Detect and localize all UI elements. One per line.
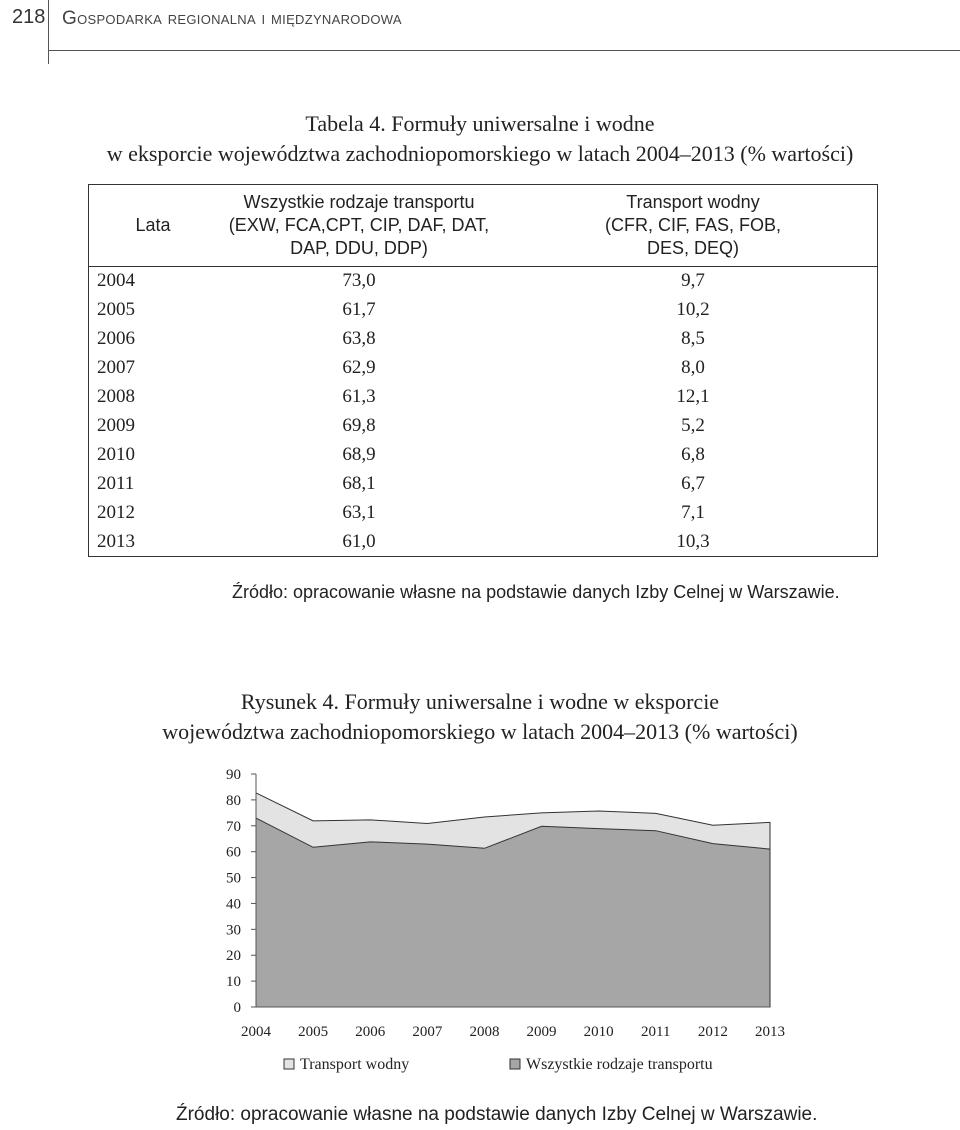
- cell-all-transport: 61,7: [342, 299, 376, 320]
- x-tick-label: 2009: [526, 1024, 557, 1040]
- y-tick-label: 0: [233, 1000, 241, 1016]
- cell-all-transport: 62,9: [342, 357, 376, 378]
- legend-label: Wszystkie rodzaje transportu: [526, 1056, 713, 1073]
- area-chart: [0, 760, 960, 1090]
- series-area-wszystkie-rodzaje: [256, 818, 770, 1007]
- legend-label: Transport wodny: [300, 1056, 410, 1073]
- figure-caption-line2: województwa zachodniopomorskiego w latach 2004–2013 (% wartości): [162, 719, 798, 744]
- cell-water-transport: 6,7: [681, 473, 705, 494]
- header-all-line2: (EXW, FCA,CPT, CIP, DAF, DAT,: [228, 215, 490, 235]
- cell-water-transport: 9,7: [681, 270, 705, 292]
- table-row: [89, 296, 878, 325]
- cell-year: 2004: [97, 270, 135, 292]
- cell-year: 2006: [97, 328, 135, 349]
- y-tick-label: 80: [226, 792, 241, 809]
- cell-all-transport: 63,1: [342, 502, 376, 523]
- table-row: [89, 354, 878, 383]
- y-tick-label: 40: [226, 896, 241, 913]
- cell-water-transport: 6,8: [681, 444, 705, 465]
- x-tick-label: 2006: [355, 1024, 386, 1040]
- header-all-transport: [209, 185, 509, 267]
- x-tick-label: 2011: [641, 1024, 671, 1040]
- cell-all-transport: 61,3: [342, 386, 376, 407]
- y-tick-label: 90: [226, 767, 241, 783]
- legend-swatch: [284, 1059, 294, 1069]
- cell-all-transport: 63,8: [342, 328, 376, 349]
- cell-all-transport: 68,9: [342, 444, 376, 465]
- table-row: [89, 528, 878, 557]
- header-all-line1: Wszystkie rodzaje transportu: [243, 192, 475, 212]
- y-tick-label: 30: [226, 922, 241, 939]
- cell-all-transport: 73,0: [342, 270, 376, 292]
- cell-year: 2005: [97, 299, 135, 320]
- cell-all-transport: 68,1: [342, 473, 376, 494]
- cell-water-transport: 8,5: [681, 328, 705, 349]
- x-tick-label: 2013: [755, 1024, 785, 1040]
- header-water-line3: DES, DEQ): [646, 238, 739, 258]
- y-tick-label: 50: [226, 870, 241, 887]
- cell-water-transport: 7,1: [681, 502, 705, 523]
- cell-all-transport: 61,0: [342, 530, 376, 552]
- cell-year: 2011: [97, 473, 135, 494]
- table-caption-line1: Tabela 4. Formuły uniwersalne i wodne: [305, 111, 655, 136]
- table-caption-line2: w eksporcie województwa zachodniopomorskiego w latach 2004–2013 (% wartości): [106, 141, 854, 166]
- page-header: [0, 0, 960, 66]
- header-water-line1: Transport wodny: [626, 192, 760, 212]
- x-tick-label: 2008: [469, 1024, 500, 1040]
- header-divider-horizontal: [48, 50, 960, 51]
- y-tick-label: 10: [226, 974, 241, 991]
- table-row: [89, 383, 878, 412]
- legend-swatch: [510, 1059, 520, 1069]
- cell-year: 2012: [97, 502, 135, 523]
- figure-source: Źródło: opracowanie własne na podstawie danych Izby Celnej w Warszawie.: [176, 1104, 818, 1125]
- cell-all-transport: 69,8: [342, 415, 376, 436]
- header-year: Lata: [135, 215, 171, 235]
- cell-water-transport: 10,3: [676, 530, 710, 552]
- header-water-transport: [509, 185, 878, 267]
- y-tick-label: 20: [226, 948, 241, 965]
- chart: [0, 760, 960, 1090]
- y-tick-label: 70: [226, 818, 241, 835]
- x-tick-label: 2004: [241, 1024, 271, 1040]
- figure-caption-line1: Rysunek 4. Formuły uniwersalne i wodne w eksporcie: [240, 689, 720, 714]
- table-row: [89, 267, 878, 296]
- header-divider-vertical: [48, 0, 49, 64]
- cell-year: 2007: [97, 357, 135, 378]
- header-all-line3: DAP, DDU, DDP): [290, 238, 428, 258]
- cell-water-transport: 10,2: [676, 299, 710, 320]
- x-tick-label: 2005: [298, 1024, 329, 1040]
- x-tick-label: 2012: [697, 1024, 728, 1040]
- cell-year: 2013: [97, 530, 135, 552]
- table-row: [89, 325, 878, 354]
- page-number: 218: [12, 6, 46, 28]
- table-row: [89, 412, 878, 441]
- table-row: [89, 441, 878, 470]
- running-head: Gospodarka regionalna i międzynarodowa: [62, 8, 402, 29]
- cell-year: 2008: [97, 386, 135, 407]
- table-header-row: [89, 185, 878, 267]
- table-row: [89, 470, 878, 499]
- cell-water-transport: 12,1: [676, 386, 710, 407]
- y-tick-label: 60: [226, 844, 241, 861]
- table-body: [89, 267, 878, 557]
- x-tick-label: 2010: [583, 1024, 614, 1040]
- table-source: Źródło: opracowanie własne na podstawie danych Izby Celnej w Warszawie.: [232, 582, 840, 602]
- cell-water-transport: 8,0: [681, 357, 705, 378]
- cell-water-transport: 5,2: [681, 415, 705, 436]
- table-row: [89, 499, 878, 528]
- cell-year: 2009: [97, 415, 135, 436]
- data-table: [88, 184, 878, 557]
- cell-year: 2010: [97, 444, 135, 465]
- x-tick-label: 2007: [412, 1024, 443, 1040]
- header-water-line2: (CFR, CIF, FAS, FOB,: [604, 215, 781, 235]
